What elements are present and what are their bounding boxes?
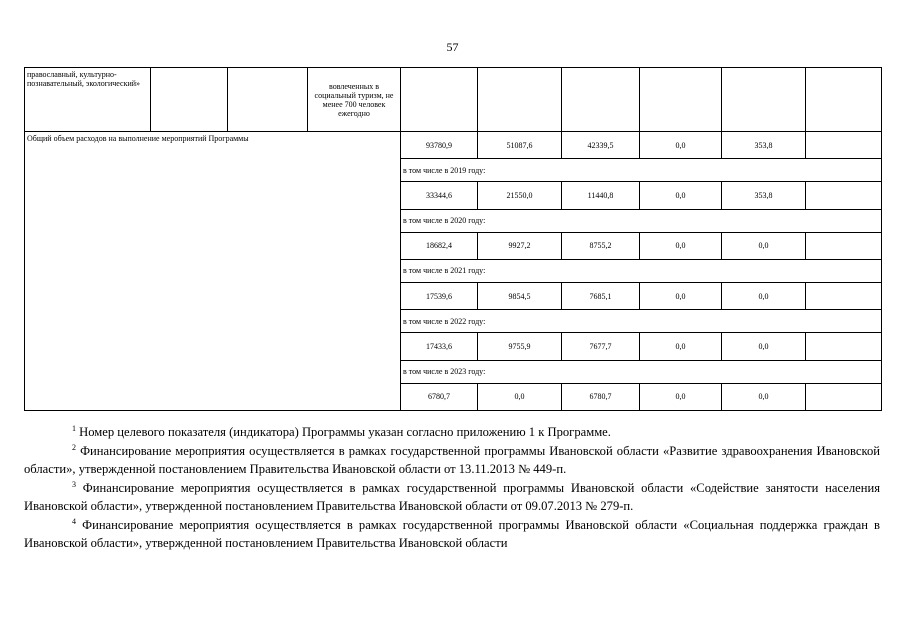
table-row-total — [25, 132, 882, 159]
table-cell: 0,0 — [478, 383, 562, 411]
table-cell: 8755,2 — [562, 232, 640, 259]
table-cell: 353,8 — [722, 132, 806, 159]
table-cell: 11440,8 — [562, 182, 640, 209]
table-cell — [806, 282, 882, 309]
year-label: в том числе в 2022 году: — [401, 310, 882, 333]
footnote — [24, 442, 880, 479]
table-cell: 0,0 — [640, 232, 722, 259]
cell-target-indicator: вовлеченных в социальный туризм, не менее 700 человек ежегодно — [308, 68, 401, 132]
table-cell: 7685,1 — [562, 282, 640, 309]
table-cell — [806, 68, 882, 132]
table-cell — [806, 232, 882, 259]
table-cell: 51087,6 — [478, 132, 562, 159]
budget-table-container — [24, 67, 881, 411]
table-cell: 21550,0 — [478, 182, 562, 209]
cell-activity-name: православный, культурно-познавательный, экологический» — [25, 68, 151, 132]
table-cell: 0,0 — [722, 232, 806, 259]
footnote-mark: 4 — [72, 516, 76, 526]
table-cell — [806, 182, 882, 209]
table-cell: 0,0 — [640, 383, 722, 411]
footnote-mark: 1 — [72, 424, 76, 433]
table-cell: 17539,6 — [401, 282, 478, 309]
table-cell: 353,8 — [722, 182, 806, 209]
table-cell — [806, 333, 882, 360]
table-cell: 18682,4 — [401, 232, 478, 259]
table-cell — [806, 383, 882, 411]
table-cell — [806, 132, 882, 159]
table-cell: 93780,9 — [401, 132, 478, 159]
footnote-text: Номер целевого показателя (индикатора) Программы указан согласно приложению 1 к Программе. — [79, 425, 611, 439]
footnote-text: Финансирование мероприятия осуществляется в рамках государственной программы Ивановской области «Социальная поддержка граждан в Ивановской области», утвержденной постановлением Правительства Ивановской области — [24, 517, 880, 550]
page-number: 57 — [446, 40, 459, 54]
footnote — [24, 423, 880, 442]
table-cell: 9854,5 — [478, 282, 562, 309]
table-cell: 33344,6 — [401, 182, 478, 209]
table-cell — [151, 68, 228, 132]
footnote-text: Финансирование мероприятия осуществляется в рамках государственной программы Ивановской области «Развитие здравоохранения Ивановской области», утвержденной постановлением Правительства Ивановской области от 13.11.2013 № 449-п. — [24, 443, 880, 476]
table-cell — [640, 68, 722, 132]
table-cell: 0,0 — [640, 333, 722, 360]
budget-table — [24, 67, 882, 411]
year-label: в том числе в 2023 году: — [401, 360, 882, 383]
table-cell: 6780,7 — [562, 383, 640, 411]
cell-total-label: Общий объем расходов на выполнение мероприятий Программы — [25, 132, 401, 411]
table-row-continued — [25, 68, 882, 132]
table-cell — [722, 68, 806, 132]
footnote — [24, 516, 880, 553]
table-cell — [401, 68, 478, 132]
table-cell — [228, 68, 308, 132]
table-cell: 0,0 — [722, 383, 806, 411]
table-cell: 7677,7 — [562, 333, 640, 360]
table-cell: 0,0 — [640, 132, 722, 159]
footnote-mark: 3 — [72, 479, 76, 489]
table-cell: 0,0 — [640, 282, 722, 309]
year-label: в том числе в 2020 году: — [401, 209, 882, 232]
table-cell: 42339,5 — [562, 132, 640, 159]
table-cell: 6780,7 — [401, 383, 478, 411]
footnote — [24, 479, 880, 516]
footnotes — [24, 423, 880, 553]
table-cell: 0,0 — [722, 333, 806, 360]
footnote-text: Финансирование мероприятия осуществляется в рамках государственной программы Ивановской области «Содействие занятости населения Ивановской области», утвержденной постановлением Правительства Ивановской области от 09.07.2013 № 279-п. — [24, 480, 880, 513]
table-cell: 17433,6 — [401, 333, 478, 360]
table-cell: 0,0 — [640, 182, 722, 209]
table-cell: 9927,2 — [478, 232, 562, 259]
table-cell — [478, 68, 562, 132]
footnote-mark: 2 — [72, 442, 76, 452]
year-label: в том числе в 2019 году: — [401, 159, 882, 182]
table-cell: 9755,9 — [478, 333, 562, 360]
table-cell — [562, 68, 640, 132]
table-cell: 0,0 — [722, 282, 806, 309]
year-label: в том числе в 2021 году: — [401, 260, 882, 283]
